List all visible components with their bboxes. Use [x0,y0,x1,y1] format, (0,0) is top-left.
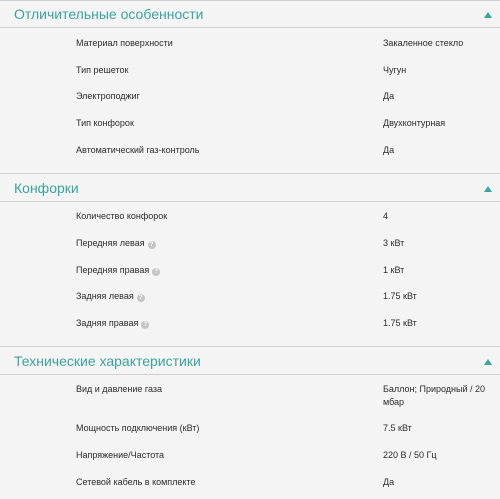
divider [0,346,500,347]
spec-label [76,237,156,249]
spec-value: Закаленное стекло [383,38,464,48]
spec-value: 1 кВт [383,265,405,275]
divider [0,374,500,375]
spec-value: Чугун [383,65,407,75]
spec-label [76,317,149,329]
spec-value: Двухконтурная [383,118,446,128]
section-header[interactable] [0,178,500,202]
divider [0,201,500,202]
spec-label: Тип конфорок [76,118,134,128]
spec-label-text: Передняя левая [76,238,145,248]
spec-label: Тип решеток [76,65,129,75]
spec-value: 3 кВт [383,238,405,248]
help-icon[interactable]: ? [141,321,149,329]
spec-value: 7.5 кВт [383,423,412,433]
spec-label: Вид и давление газа [76,384,163,394]
spec-value: 1.75 кВт [383,291,417,301]
help-icon[interactable]: ? [137,294,145,302]
spec-label-text: Задняя левая [76,291,134,301]
spec-value: 220 В / 50 Гц [383,450,437,460]
spec-label: Автоматический газ-контроль [76,145,200,155]
spec-value: Да [383,145,395,155]
divider [0,0,500,1]
spec-value: Да [383,91,395,101]
spec-label: Мощность подключения (кВт) [76,423,200,433]
spec-label: Количество конфорок [76,211,168,221]
help-icon[interactable]: ? [152,268,160,276]
section-title: Конфорки [14,180,79,196]
section-title: Отличительные особенности [14,6,204,22]
spec-value: 1.75 кВт [383,318,417,328]
spec-label [76,290,145,302]
spec-value: Да [383,477,395,487]
divider [0,173,500,174]
spec-label: Электроподжиг [76,91,140,101]
collapse-icon[interactable] [484,359,492,365]
spec-value: 4 [383,211,389,221]
spec-label-text: Задняя правая [76,318,139,328]
spec-label-text: Передняя правая [76,265,150,275]
section-header[interactable] [0,4,500,28]
spec-value: Баллон; Природный / 20 мбар [383,384,486,407]
collapse-icon[interactable] [484,12,492,18]
section-title: Технические характеристики [14,353,201,369]
help-icon[interactable]: ? [148,241,156,249]
spec-label [76,264,160,276]
divider [0,27,500,28]
spec-label: Напряжение/Частота [76,450,165,460]
spec-label: Материал поверхности [76,38,173,48]
section-header[interactable] [0,351,500,375]
collapse-icon[interactable] [484,186,492,192]
spec-label: Сетевой кабель в комплекте [76,477,196,487]
